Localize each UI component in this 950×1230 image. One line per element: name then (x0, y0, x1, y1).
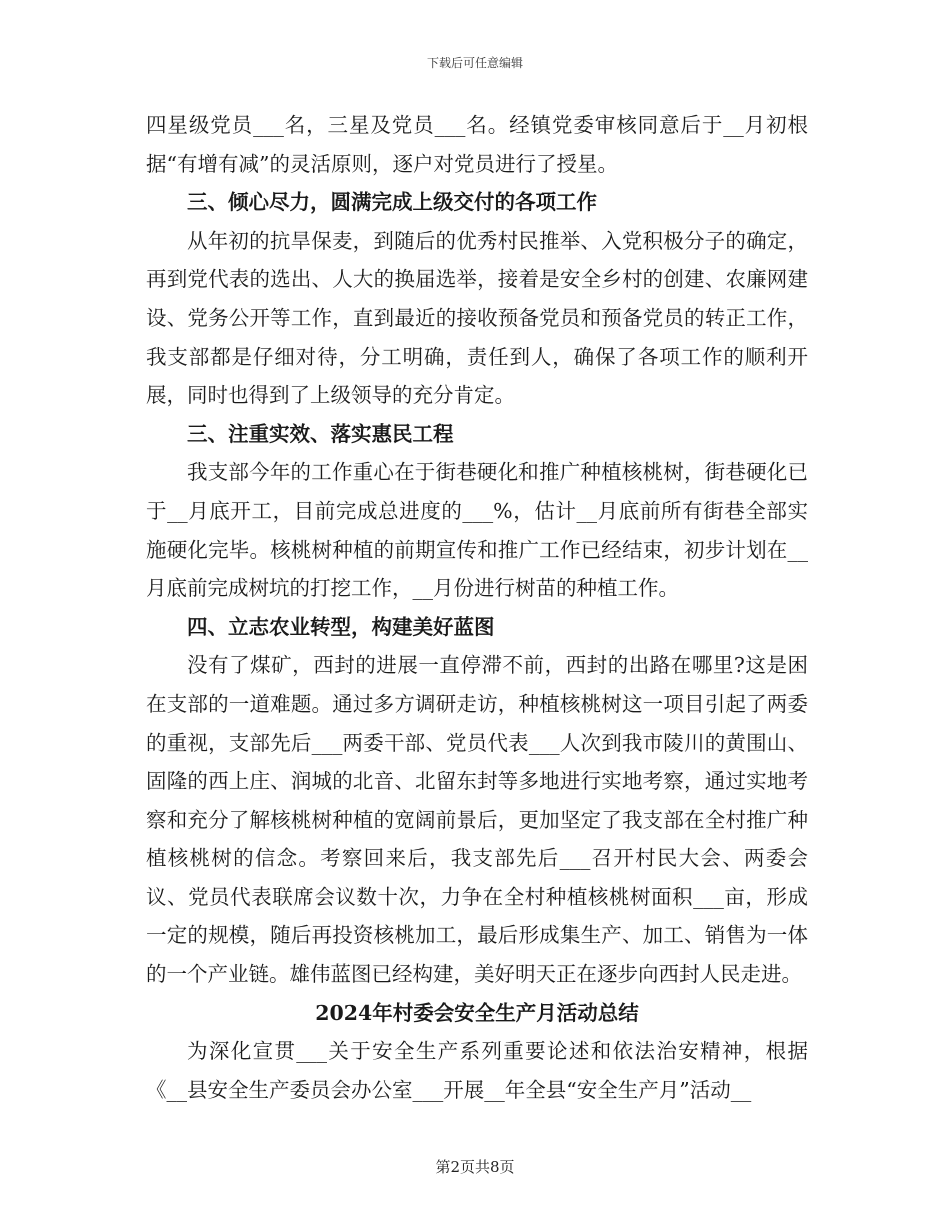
paragraph-continuation: 四星级党员___名，三星及党员___名。经镇党委审核同意后于__月初根据“有增有减”的灵活原则，逐户对党员进行了授星。 (146, 113, 808, 176)
paragraph-work-tasks: 从年初的抗旱保麦，到随后的优秀村民推举、入党积极分子的确定，再到党代表的选出、人大的换届选举，接着是安全乡村的创建、农廉网建设、党务公开等工作，直到最近的接收预备党员和预备党员的转正工作，我支部都是仔细对待，分工明确，责任到人，确保了各项工作的顺利开展，同时也得到了上级领导的充分肯定。 (146, 228, 808, 408)
section-heading-3a: 三、倾心尽力，圆满完成上级交付的各项工作 (187, 190, 597, 215)
page-footer: 第2页共8页 (435, 1158, 515, 1176)
paragraph-benefit-projects: 我支部今年的工作重心在于街巷硬化和推广种植核桃树，街巷硬化已于__月底开工，目前完成总进度的___%，估计__月底前所有街巷全部实施硬化完毕。核桃树种植的前期宣传和推广工作已经结束，初步计划在__月底前完成树坑的打挖工作，__月份进行树苗的种植工作。 (146, 460, 808, 601)
section-heading-4: 四、立志农业转型，构建美好蓝图 (187, 614, 495, 639)
paragraph-agriculture: 没有了煤矿，西封的进展一直停滞不前，西封的出路在哪里?这是困在支部的一道难题。通过多方调研走访，种植核桃树这一项目引起了两委的重视，支部先后___两委干部、党员代表___人次到我市陵川的黄围山、固隆的西上庄、润城的北音、北留东封等多地进行实地考察，通过实地考察和充分了解核桃树种植的宽阔前景后，更加坚定了我支部在全村推广种植核桃树的信念。考察回来后，我支部先后___召开村民大会、两委会议、党员代表联席会议数十次，力争在全村种植核桃树面积___亩，形成一定的规模，随后再投资核桃加工，最后形成集生产、加工、销售为一体的一个产业链。雄伟蓝图已经构建，美好明天正在逐步向西封人民走进。 (146, 653, 808, 987)
paragraph-safety-intro: 为深化宣贯___关于安全生产系列重要论述和依法治安精神，根据《__县安全生产委员会办公室___开展__年全县“安全生产月”活动__ (146, 1039, 808, 1102)
header-note: 下载后可任意编辑 (426, 56, 523, 70)
document-body (146, 106, 808, 1109)
section-heading-3b: 三、注重实效、落实惠民工程 (187, 421, 454, 446)
document-title-2: 2024年村委会安全生产月活动总结 (315, 1000, 639, 1025)
